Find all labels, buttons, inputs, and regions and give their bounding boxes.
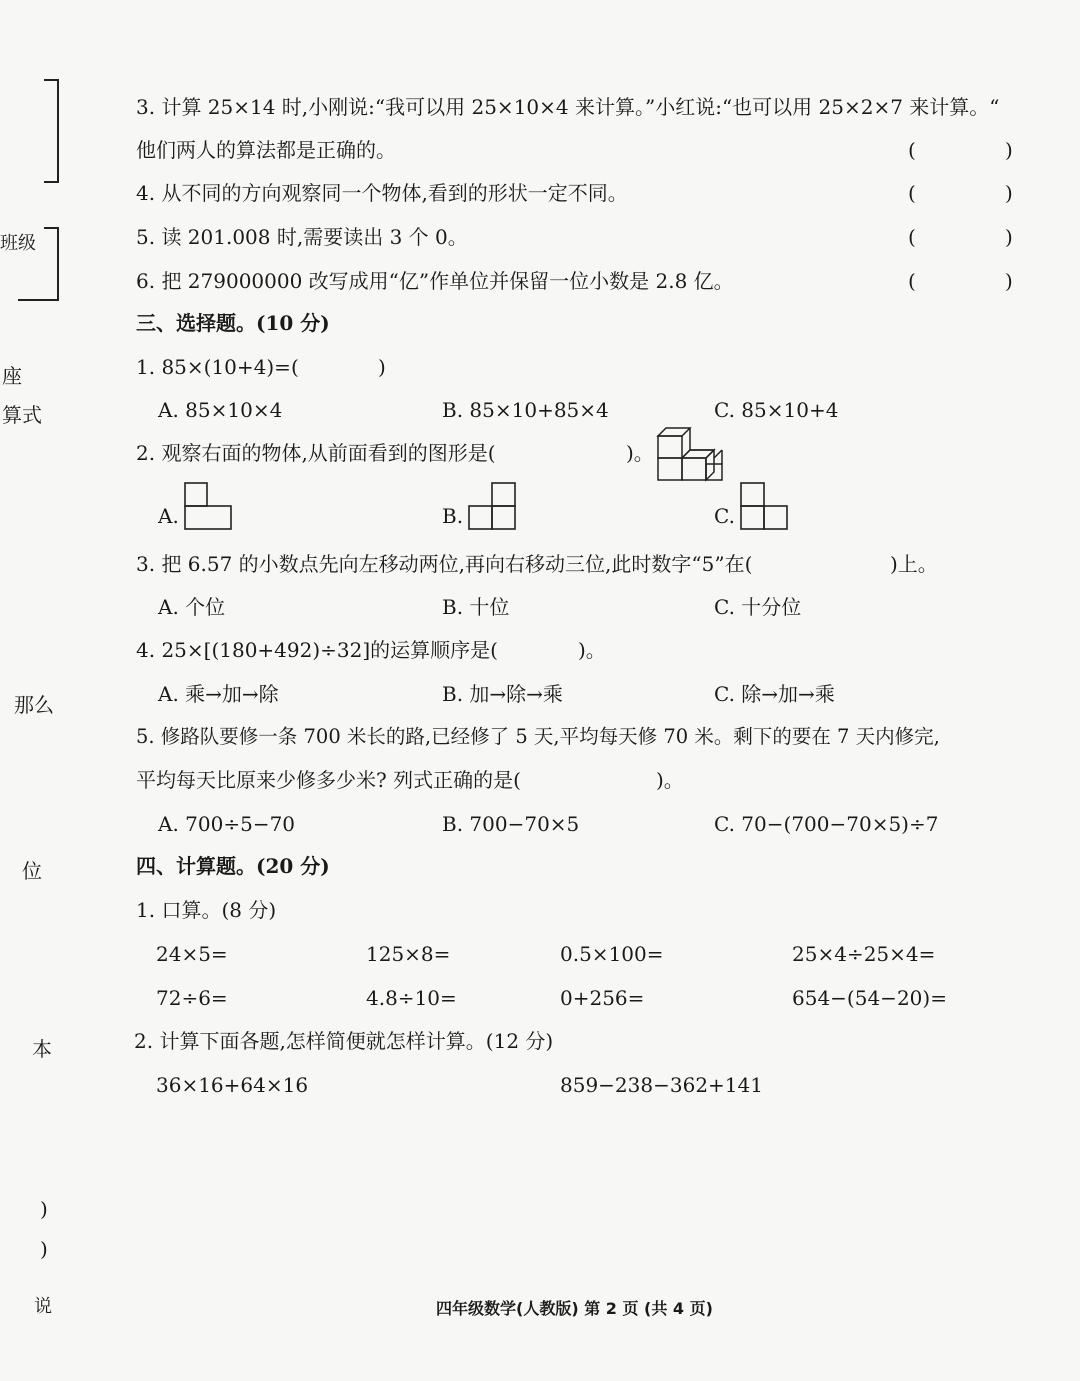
choice-q2-a[interactable]: A. bbox=[158, 504, 179, 528]
choice-q5-stem-line1: 5. 修路队要修一条 700 米长的路,已经修了 5 天,平均每天修 70 米。剩下的要在 7 天内修完, bbox=[136, 725, 940, 748]
option-c-figure bbox=[740, 482, 792, 532]
simplify-item-1: 36×16+64×16 bbox=[156, 1073, 309, 1097]
section4-title: 四、计算题。(20 分) bbox=[136, 854, 330, 878]
simplify-heading: 2. 计算下面各题,怎样简便就怎样计算。(12 分) bbox=[134, 1029, 554, 1053]
choice-q4-c[interactable]: C. 除→加→乘 bbox=[714, 682, 835, 706]
judge-q6: 6. 把 279000000 改写成用“亿”作单位并保留一位小数是 2.8 亿。 bbox=[136, 269, 734, 293]
choice-q5-stem-line2: 平均每天比原来少修多少米? 列式正确的是( bbox=[136, 768, 521, 792]
option-a-figure bbox=[184, 482, 236, 532]
oral-calc-heading: 1. 口算。(8 分) bbox=[136, 898, 277, 922]
judge-q3-line2: 他们两人的算法都是正确的。 bbox=[136, 138, 396, 162]
margin-text-4: 位 bbox=[22, 859, 42, 883]
simplify-item-2: 859−238−362+141 bbox=[560, 1073, 763, 1097]
choice-q3-b[interactable]: B. 十位 bbox=[442, 595, 510, 619]
choice-q2-close: )。 bbox=[626, 441, 654, 465]
choice-q1-c[interactable]: C. 85×10+4 bbox=[714, 398, 839, 422]
choice-q3-c[interactable]: C. 十分位 bbox=[714, 595, 802, 619]
choice-q5-close: )。 bbox=[656, 768, 684, 792]
answer-paren-open-q3[interactable]: ( bbox=[908, 138, 916, 162]
choice-q3-stem: 3. 把 6.57 的小数点先向左移动两位,再向右移动三位,此时数字“5”在( bbox=[136, 552, 753, 576]
choice-q3-a[interactable]: A. 个位 bbox=[158, 595, 226, 619]
answer-paren-open-q4[interactable]: ( bbox=[908, 181, 916, 205]
answer-paren-open-q5[interactable]: ( bbox=[908, 225, 916, 249]
choice-q4-close: )。 bbox=[578, 638, 606, 662]
oral-item-2: 125×8= bbox=[366, 942, 451, 966]
margin-text-1: 座 bbox=[2, 364, 22, 388]
oral-item-7: 0+256= bbox=[560, 986, 645, 1010]
option-b-figure bbox=[468, 482, 520, 532]
choice-q1-stem: 1. 85×(10+4)=( bbox=[136, 355, 299, 379]
answer-paren-close-q4: ) bbox=[1005, 181, 1013, 205]
choice-q2-c[interactable]: C. bbox=[714, 504, 735, 528]
margin-text-2: 算式 bbox=[2, 403, 42, 427]
answer-paren-close-q6: ) bbox=[1005, 269, 1013, 293]
answer-paren-close-q3: ) bbox=[1005, 138, 1013, 162]
judge-q5: 5. 读 201.008 时,需要读出 3 个 0。 bbox=[136, 225, 468, 249]
margin-text-7: ) bbox=[40, 1237, 48, 1261]
choice-q5-c[interactable]: C. 70−(700−70×5)÷7 bbox=[714, 812, 939, 836]
cube-object-figure bbox=[652, 424, 728, 486]
choice-q4-a[interactable]: A. 乘→加→除 bbox=[158, 682, 279, 706]
oral-item-5: 72÷6= bbox=[156, 986, 228, 1010]
margin-grade-label: 班级 bbox=[0, 233, 36, 254]
page-footer: 四年级数学(人教版) 第 2 页 (共 4 页) bbox=[436, 1299, 713, 1318]
judge-q4: 4. 从不同的方向观察同一个物体,看到的形状一定不同。 bbox=[136, 181, 628, 205]
choice-q1-close: ) bbox=[378, 355, 386, 379]
oral-item-8: 654−(54−20)= bbox=[792, 986, 947, 1010]
oral-item-4: 25×4÷25×4= bbox=[792, 942, 936, 966]
choice-q4-stem: 4. 25×[(180+492)÷32]的运算顺序是( bbox=[136, 638, 498, 662]
margin-text-3: 那么 bbox=[14, 693, 54, 717]
binding-brackets bbox=[0, 70, 70, 310]
choice-q2-stem: 2. 观察右面的物体,从前面看到的图形是( bbox=[136, 441, 496, 465]
choice-q1-b[interactable]: B. 85×10+85×4 bbox=[442, 398, 609, 422]
answer-paren-open-q6[interactable]: ( bbox=[908, 269, 916, 293]
choice-q5-a[interactable]: A. 700÷5−70 bbox=[158, 812, 296, 836]
oral-item-6: 4.8÷10= bbox=[366, 986, 457, 1010]
choice-q3-close: )上。 bbox=[890, 552, 938, 576]
choice-q5-b[interactable]: B. 700−70×5 bbox=[442, 812, 580, 836]
oral-item-1: 24×5= bbox=[156, 942, 228, 966]
margin-text-8: 说 bbox=[34, 1296, 52, 1317]
answer-paren-close-q5: ) bbox=[1005, 225, 1013, 249]
margin-text-6: ) bbox=[40, 1197, 48, 1221]
oral-item-3: 0.5×100= bbox=[560, 942, 664, 966]
margin-text-5: 本 bbox=[32, 1037, 52, 1061]
choice-q2-b[interactable]: B. bbox=[442, 504, 464, 528]
choice-q1-a[interactable]: A. 85×10×4 bbox=[158, 398, 283, 422]
choice-q4-b[interactable]: B. 加→除→乘 bbox=[442, 682, 563, 706]
section3-title: 三、选择题。(10 分) bbox=[136, 311, 330, 335]
judge-q3-line1: 3. 计算 25×14 时,小刚说:“我可以用 25×10×4 来计算。”小红说:“也可以用 25×2×7 来计算。“ bbox=[136, 95, 1000, 119]
